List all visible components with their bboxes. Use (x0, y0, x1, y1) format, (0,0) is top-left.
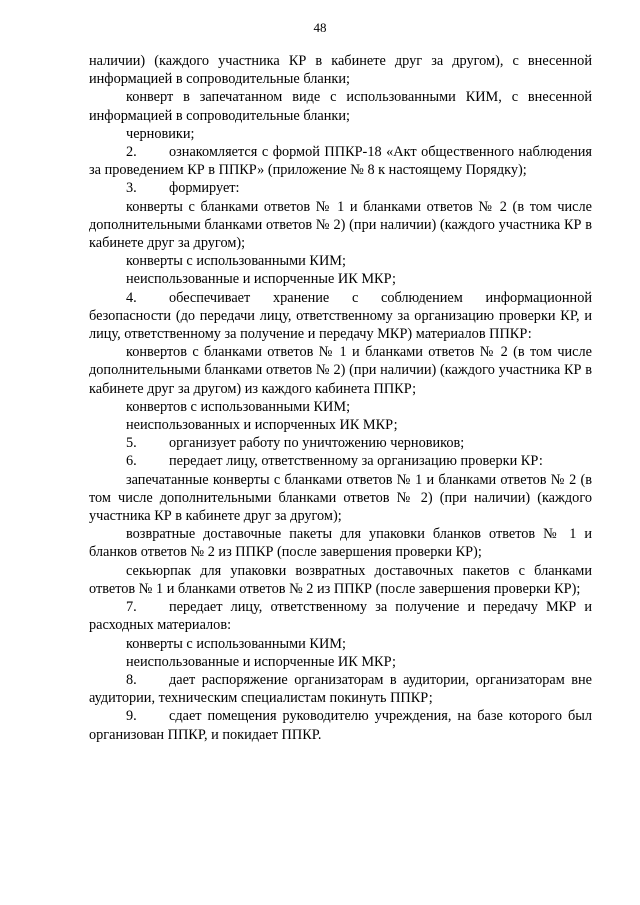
page-number: 48 (313, 20, 327, 35)
paragraph-text: черновики; (126, 125, 195, 142)
numbered-paragraph (89, 179, 592, 197)
paragraph-text: неиспользованных и испорченных ИК МКР; (126, 417, 398, 434)
paragraph-number: 8. (126, 671, 137, 688)
paragraph (89, 125, 592, 143)
paragraph-text: организует работу по уничтожению черновиков; (169, 435, 465, 452)
paragraph-text: неиспользованные и испорченные ИК МКР; (126, 271, 397, 288)
paragraph-number: 7. (126, 599, 137, 616)
paragraph-text: конвертов с бланками ответов № 1 и бланками ответов № 2 (в том числе дополнительными бланками ответов № 2) (при наличии) (каждого участника КР в кабинете друг за другом) из каждого кабинета ППКР; (89, 344, 592, 397)
paragraph-text: дает распоряжение организаторам в аудитории, организаторам вне аудитории, техническим специалистам покинуть ППКР; (89, 671, 592, 707)
paragraph-text: конвертов с использованными КИМ; (126, 398, 351, 415)
paragraph-number: 9. (126, 708, 137, 725)
paragraph-number: 3. (126, 180, 137, 197)
paragraph-text: запечатанные конверты с бланками ответов № 1 и бланками ответов № 2 (в том числе дополнительными бланками ответов № 2) (при наличии) (каждого участника КР в кабинете друг за другом); (89, 471, 592, 525)
paragraph (89, 270, 592, 288)
paragraph (89, 252, 592, 270)
paragraph-text: конверты с бланками ответов № 1 и бланками ответов № 2 (в том числе дополнительными бланками ответов № 2) (при наличии) (каждого участника КР в кабинете друг за другом); (89, 198, 592, 252)
numbered-paragraph (89, 289, 592, 344)
paragraph (89, 562, 592, 598)
paragraph-number: 2. (126, 144, 137, 161)
paragraph (89, 343, 592, 398)
paragraph-text: наличии) (каждого участника КР в кабинете друг за другом), с внесенной информацией в сопроводительные бланки; (89, 53, 592, 88)
paragraph (89, 52, 592, 88)
paragraph (89, 471, 592, 526)
document-body (89, 52, 592, 744)
paragraph-text: конверты с использованными КИМ; (126, 635, 346, 652)
numbered-paragraph (89, 143, 592, 179)
numbered-paragraph (89, 598, 592, 634)
paragraph-number: 6. (126, 453, 137, 470)
paragraph-text: ознакомляется с формой ППКР-18 «Акт общественного наблюдения за проведением КР в ППКР» (приложение № 8 к настоящему Порядку); (89, 144, 592, 179)
paragraph-text: формирует: (169, 180, 240, 197)
numbered-paragraph (89, 452, 592, 470)
paragraph (89, 398, 592, 416)
paragraph-number: 4. (126, 289, 137, 306)
numbered-paragraph (89, 707, 592, 743)
paragraph-text: секьюрпак для упаковки возвратных доставочных пакетов с бланками ответов № 1 и бланками ответов № 2 из ППКР (после завершения проверки КР); (89, 562, 592, 597)
paragraph-text: конверт в запечатанном виде с использованными КИМ, с внесенной информацией в сопроводительные бланки; (89, 89, 592, 124)
paragraph (89, 198, 592, 253)
numbered-paragraph (89, 671, 592, 707)
paragraph-text: обеспечивает хранение с соблюдением информационной безопасности (до передачи лицу, ответственному за организацию проверки КР, и лицу, ответственному за получение и передачу МКР) материалов ППКР: (89, 289, 592, 343)
paragraph-text: передает лицу, ответственному за организацию проверки КР: (169, 453, 543, 470)
paragraph-text: сдает помещения руководителю учреждения, на базе которого был организован ППКР, и покидает ППКР. (89, 708, 592, 743)
paragraph-number: 5. (126, 435, 137, 452)
paragraph (89, 416, 592, 434)
paragraph-text: неиспользованные и испорченные ИК МКР; (126, 653, 397, 670)
paragraph (89, 525, 592, 561)
paragraph (89, 88, 592, 124)
paragraph (89, 635, 592, 653)
numbered-paragraph (89, 434, 592, 452)
paragraph (89, 653, 592, 671)
paragraph-text: конверты с использованными КИМ; (126, 253, 346, 270)
paragraph-text: возвратные доставочные пакеты для упаковки бланков ответов № 1 и бланков ответов № 2 из ППКР (после завершения проверки КР); (89, 526, 592, 561)
paragraph-text: передает лицу, ответственному за получение и передачу МКР и расходных материалов: (89, 599, 592, 634)
